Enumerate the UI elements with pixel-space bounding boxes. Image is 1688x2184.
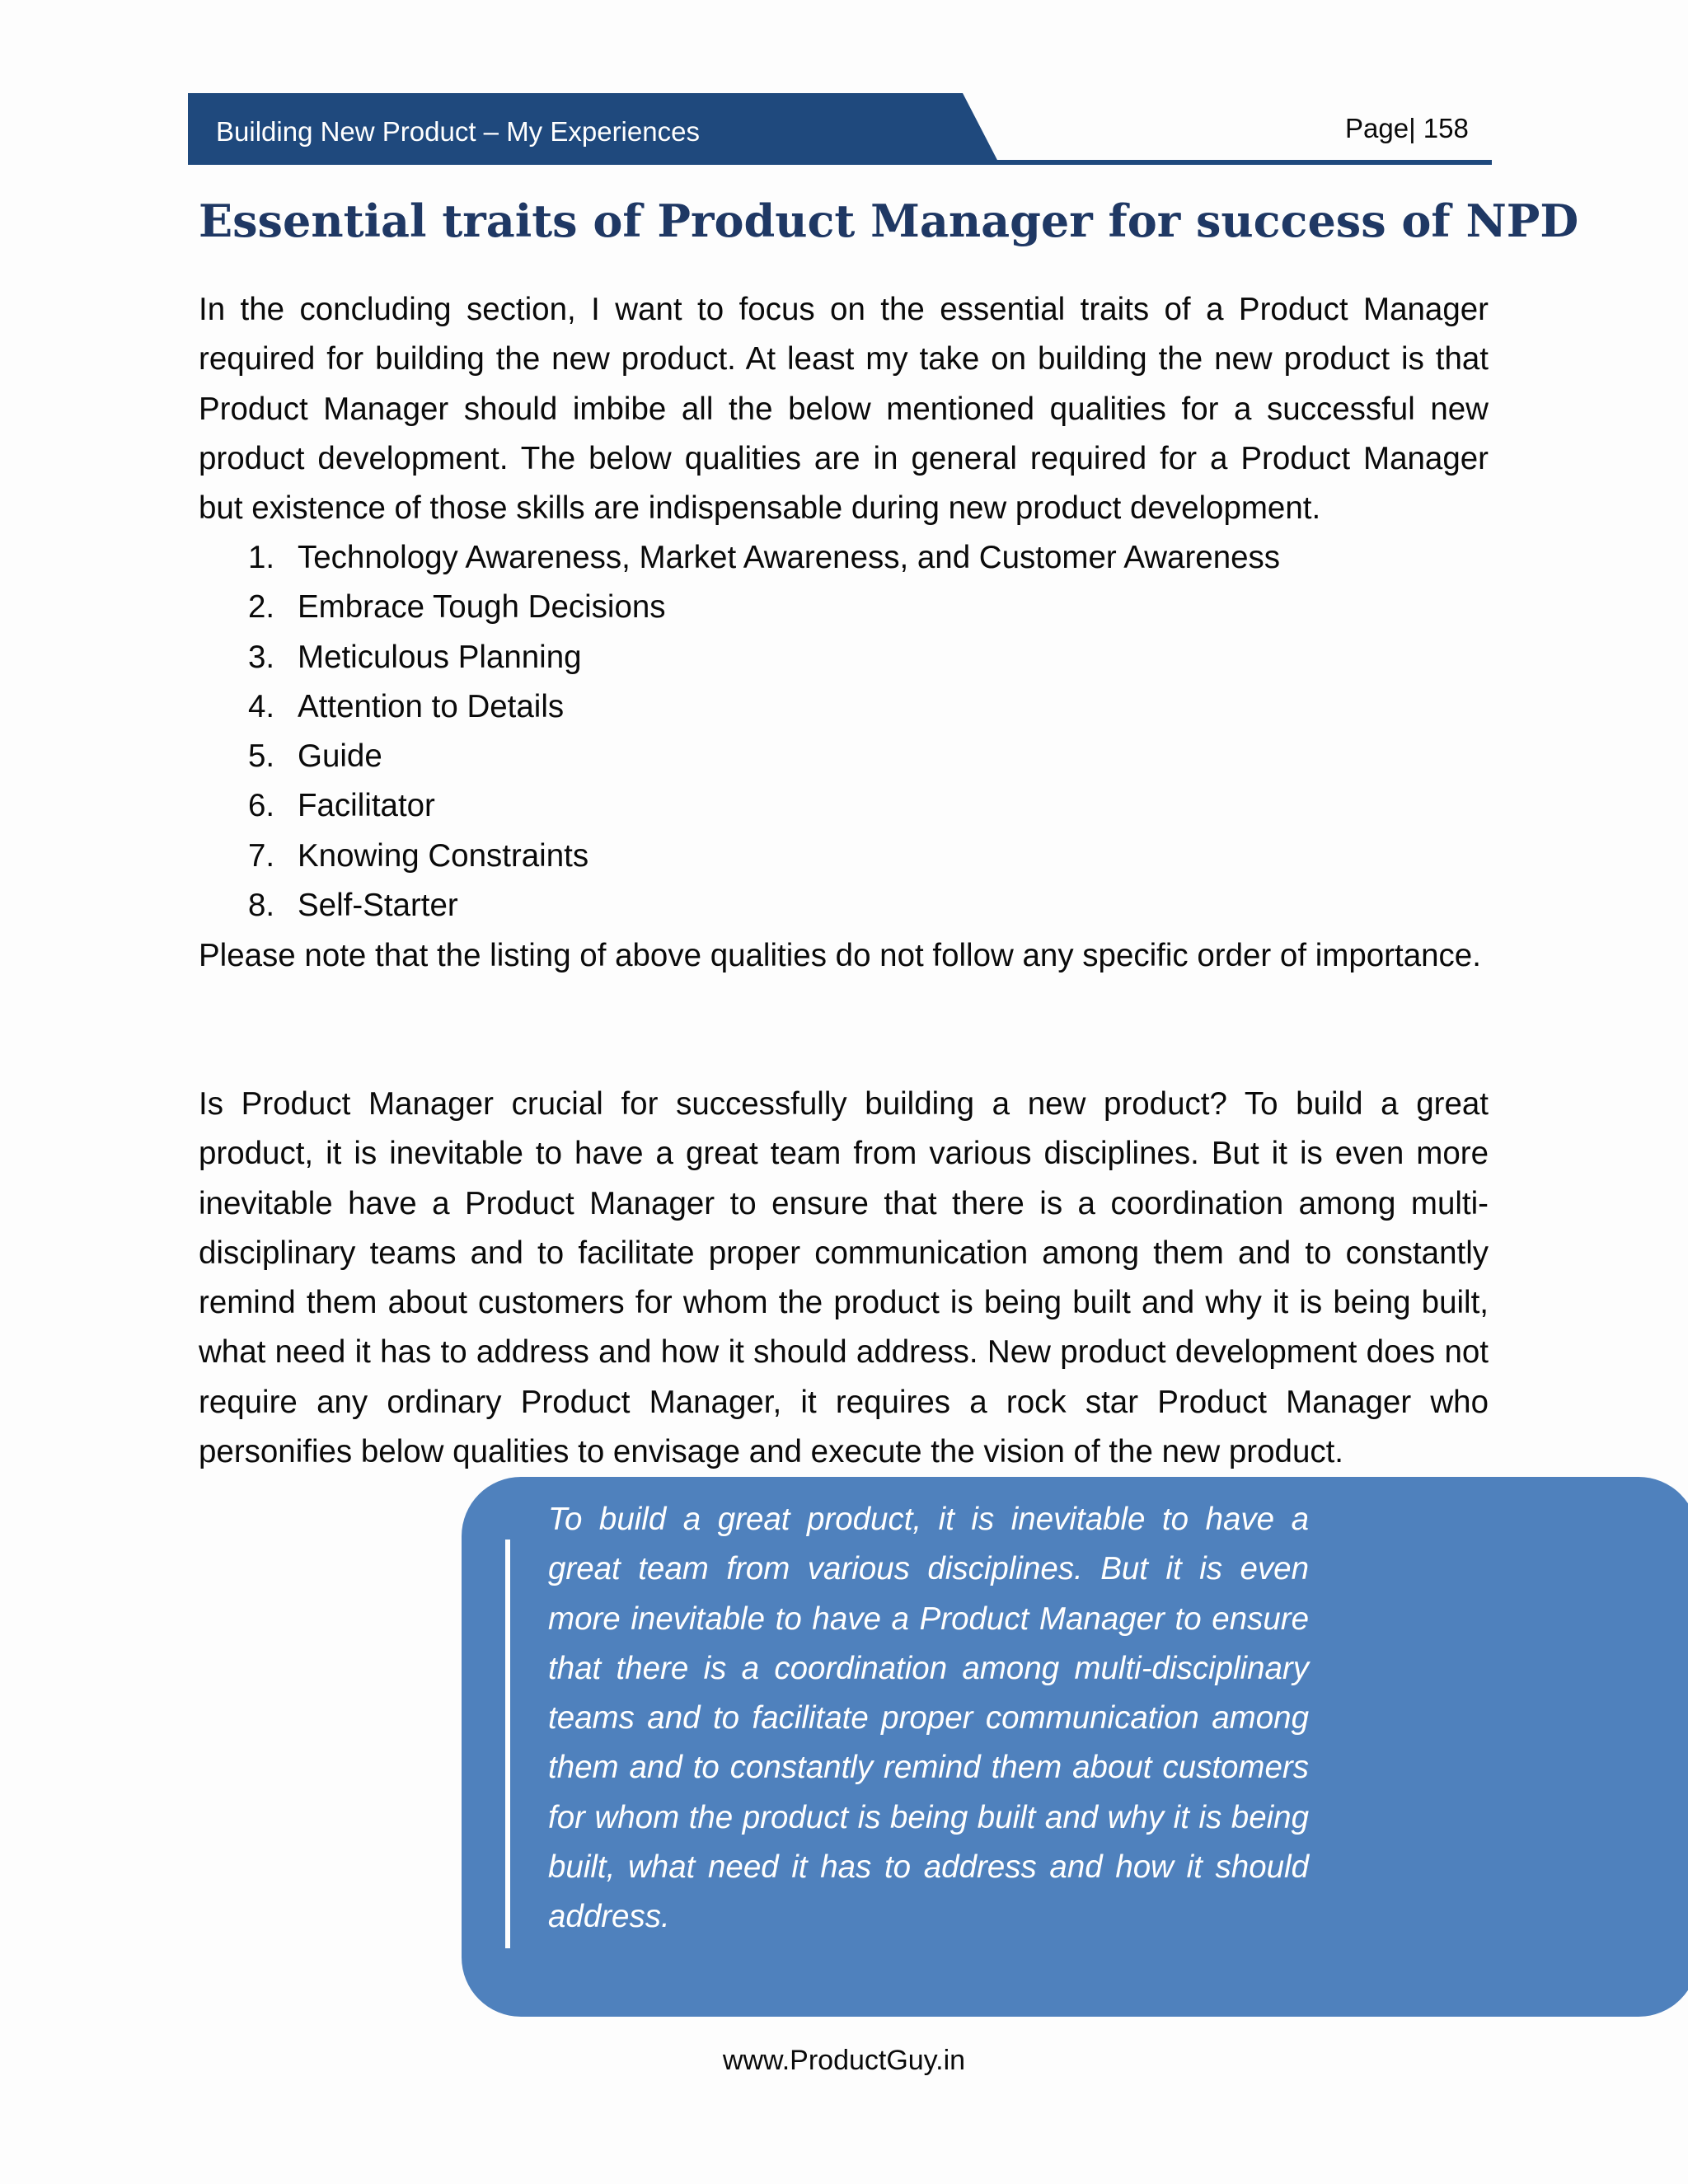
list-item [199,682,1489,732]
list-item-text: Technology Awareness, Market Awareness, and Customer Awareness [298,540,1281,575]
list-item [199,583,1489,632]
list-number: 3. [248,639,275,675]
list-item [199,533,1489,583]
pull-quote-bar [505,1540,510,1948]
list-item-text: Attention to Details [298,688,565,724]
header-rule [989,160,1492,165]
list-number: 6. [248,788,275,824]
list-number: 8. [248,888,275,924]
page-heading: Essential traits of Product Manager for success of NPD [199,194,1579,247]
list-item-text: Guide [298,738,382,775]
traits-list [199,533,1489,930]
list-item [199,732,1489,781]
list-item [199,633,1489,682]
list-number: 1. [248,540,275,575]
list-item-text: Embrace Tough Decisions [298,589,666,626]
list-item-text: Meticulous Planning [298,639,582,675]
page-number: Page| 158 [1345,113,1469,143]
header-book-title: Building New Product – My Experiences [216,116,700,147]
intro-paragraph: In the concluding section, I want to focus on the essential traits of a Product Manager required for building the new product. At least my take on building the new product is that Product Manager should imbibe all the below mentioned qualities for a successful new product development. The below qualities are in general required for a Product Manager but existence of those skills are indispensable during new product development. [199,292,1489,527]
list-number: 7. [248,837,275,874]
footer-url: www.ProductGuy.in [722,2045,966,2076]
list-item-text: Facilitator [298,788,435,824]
list-item [199,832,1489,881]
list-item [199,781,1489,831]
list-number: 2. [248,589,275,626]
list-item-text: Knowing Constraints [298,837,589,874]
list-number: 4. [248,688,275,724]
list-item-text: Self-Starter [298,888,458,924]
list-item [199,881,1489,930]
body-paragraph: Is Product Manager crucial for successfully building a new product? To build a great product, it is inevitable to have a great team from various disciplines. But it is even more inevitable have a Product Manager to ensure that there is a coordination among multi-disciplinary teams and to facilitate proper communication among them and to constantly remind them about customers for whom the product is being built and why it is being built, what need it has to address and how it should address. New product development does not require any ordinary Product Manager, it requires a rock star Product Manager who personifies below qualities to envisage and execute the vision of the new product. [199,1086,1489,1470]
note-paragraph: Please note that the listing of above qualities do not follow any specific order of importance. [199,938,1481,973]
pull-quote-text: To build a great product, it is inevitable to have a great team from various disciplines. But it is even more inevitable to have a Product Manager to ensure that there is a coordination among multi-disciplinary teams and to facilitate proper communication among them and to constantly remind them about customers for whom the product is being built and why it is being built, what need it has to address and how it should address. [548,1502,1309,1935]
list-number: 5. [248,738,275,775]
